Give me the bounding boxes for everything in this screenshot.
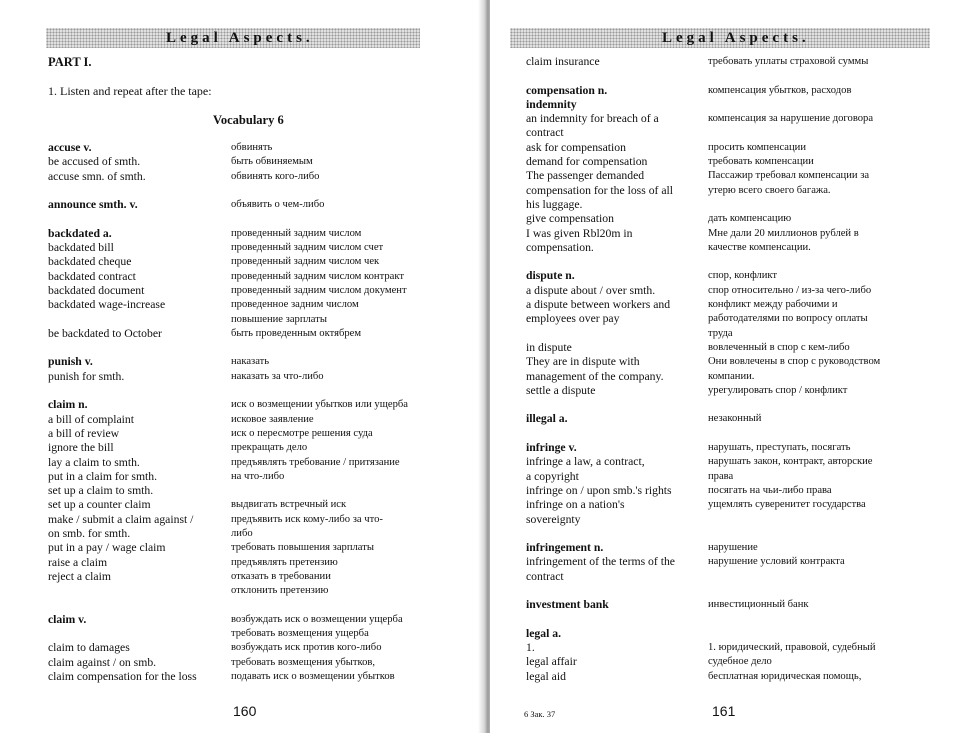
left-translation: исковое заявление bbox=[231, 413, 314, 425]
left-translation: объявить о чем-либо bbox=[231, 199, 325, 211]
left-translation: проведенный задним числом чек bbox=[231, 256, 380, 268]
right-term: employees over pay bbox=[526, 312, 620, 326]
right-term: a dispute about / over smth. bbox=[526, 283, 656, 297]
left-term: backdated wage-increase bbox=[48, 298, 166, 312]
right-term bbox=[526, 255, 675, 269]
right-translation: утерю всего своего багажа. bbox=[708, 184, 831, 196]
right-term: contract bbox=[526, 126, 564, 140]
right-term: infringe on a nation's bbox=[526, 498, 625, 512]
right-translation bbox=[708, 584, 880, 598]
left-translation bbox=[231, 484, 408, 498]
right-term: compensation. bbox=[526, 240, 594, 254]
left-translation: отклонить претензию bbox=[231, 585, 329, 597]
right-translation bbox=[708, 513, 880, 527]
left-translation bbox=[231, 341, 408, 355]
left-translation: выдвигать встречный иск bbox=[231, 499, 347, 511]
left-term: claim v. bbox=[48, 612, 87, 626]
right-translation bbox=[708, 527, 880, 541]
right-term: indemnity bbox=[526, 97, 577, 111]
left-page bbox=[0, 0, 480, 733]
left-translation: требовать возмещения ущерба bbox=[231, 628, 369, 640]
right-translation bbox=[708, 255, 880, 269]
left-term: reject a claim bbox=[48, 569, 111, 583]
right-term: contract bbox=[526, 569, 564, 583]
left-translation: требовать повышения зарплаты bbox=[231, 542, 374, 554]
right-term: legal aid bbox=[526, 669, 566, 683]
right-translation: 1. юридический, правовой, судебный bbox=[708, 642, 876, 654]
right-term bbox=[526, 69, 675, 83]
right-term: his luggage. bbox=[526, 197, 583, 211]
printer-footnote: 6 Зак. 37 bbox=[524, 709, 556, 719]
right-term: I was given Rbl20m in bbox=[526, 226, 633, 240]
right-term: investment bank bbox=[526, 598, 609, 612]
left-term: set up a claim to smth. bbox=[48, 484, 154, 498]
left-translation: проведенное задним числом bbox=[231, 299, 359, 311]
left-term bbox=[48, 313, 197, 327]
right-translation: вовлеченный в спор с кем-либо bbox=[708, 341, 850, 353]
instruction: 1. Listen and repeat after the tape: bbox=[48, 84, 212, 98]
right-translation: требовать компенсации bbox=[708, 156, 814, 168]
right-term: They are in dispute with bbox=[526, 355, 640, 369]
left-term bbox=[48, 599, 197, 613]
right-translation: посягать на чьи-либо права bbox=[708, 484, 832, 496]
right-term: illegal a. bbox=[526, 412, 568, 426]
right-english-column bbox=[526, 55, 675, 684]
right-term: settle a dispute bbox=[526, 383, 596, 397]
left-term: make / submit a claim against / bbox=[48, 512, 194, 526]
right-translation: урегулировать спор / конфликт bbox=[708, 384, 848, 396]
right-translation bbox=[708, 427, 880, 441]
right-term: claim insurance bbox=[526, 55, 600, 68]
left-translation: проведенный задним числом контракт bbox=[231, 270, 405, 282]
left-term: be accused of smth. bbox=[48, 155, 141, 169]
right-translation: Мне дали 20 миллионов рублей в bbox=[708, 227, 859, 239]
left-translation: предъявлять требование / притязание bbox=[231, 456, 400, 468]
right-term: an indemnity for breach of a bbox=[526, 112, 659, 126]
right-translation: ущемлять суверенитет государства bbox=[708, 499, 866, 511]
right-translation bbox=[708, 613, 880, 627]
part-heading: PART I. bbox=[48, 55, 92, 69]
left-term: lay a claim to smth. bbox=[48, 455, 140, 469]
left-term: claim against / on smb. bbox=[48, 655, 157, 669]
left-term: backdated a. bbox=[48, 226, 112, 240]
left-term: claim to damages bbox=[48, 641, 130, 655]
left-translation: проведенный задним числом документ bbox=[231, 284, 407, 296]
right-term bbox=[526, 584, 675, 598]
right-translation: спор, конфликт bbox=[708, 270, 778, 282]
left-term: a bill of complaint bbox=[48, 412, 135, 426]
left-term bbox=[48, 584, 197, 598]
left-term: set up a counter claim bbox=[48, 498, 151, 512]
right-translation bbox=[708, 126, 880, 140]
right-term: give compensation bbox=[526, 212, 614, 226]
left-term: on smb. for smth. bbox=[48, 527, 131, 541]
right-translation: Они вовлечены в спор с руководством bbox=[708, 356, 881, 368]
left-translation: иск о возмещении убытков или ущерба bbox=[231, 399, 408, 411]
right-translation: судебное дело bbox=[708, 656, 772, 668]
right-translation: дать компенсацию bbox=[708, 213, 792, 225]
right-translation: нарушение условий контракта bbox=[708, 556, 845, 568]
left-translation: наказать за что-либо bbox=[231, 370, 324, 382]
left-term: put in a pay / wage claim bbox=[48, 541, 166, 555]
left-term: a bill of review bbox=[48, 426, 120, 440]
left-translation: проведенный задним числом счет bbox=[231, 242, 384, 254]
right-translation: незаконный bbox=[708, 413, 762, 425]
right-term bbox=[526, 327, 675, 341]
right-term: a copyright bbox=[526, 469, 579, 483]
left-translation: на что-либо bbox=[231, 470, 285, 482]
right-term: infringe a law, a contract, bbox=[526, 455, 645, 469]
left-english-column bbox=[48, 141, 197, 684]
left-translation: быть проведенным октябрем bbox=[231, 327, 362, 339]
right-term: demand for compensation bbox=[526, 155, 648, 169]
left-term bbox=[48, 627, 197, 641]
left-russian-column bbox=[231, 141, 408, 684]
left-translation: подавать иск о возмещении убытков bbox=[231, 670, 395, 682]
right-translation: нарушать, преступать, посягать bbox=[708, 442, 851, 454]
right-translation: качестве компенсации. bbox=[708, 241, 811, 253]
right-term: The passenger demanded bbox=[526, 169, 645, 183]
left-translation: обвинять bbox=[231, 142, 273, 153]
left-translation: отказать в требовании bbox=[231, 570, 331, 582]
left-translation bbox=[231, 599, 408, 613]
left-page-header bbox=[46, 28, 420, 48]
right-header-title: Legal Aspects. bbox=[662, 30, 810, 46]
left-term: be backdated to October bbox=[48, 326, 162, 340]
right-term: compensation n. bbox=[526, 83, 608, 97]
right-translation: работодателями по вопросу оплаты bbox=[708, 313, 868, 325]
right-term: infringement of the terms of the bbox=[526, 555, 675, 569]
left-term bbox=[48, 384, 197, 398]
right-term: legal affair bbox=[526, 655, 577, 669]
right-translation: труда bbox=[708, 327, 733, 339]
left-term: raise a claim bbox=[48, 555, 108, 569]
right-translation: права bbox=[708, 470, 734, 482]
left-term: accuse smn. of smth. bbox=[48, 169, 146, 183]
left-translation: требовать возмещения убытков, bbox=[231, 656, 376, 668]
right-term: infringe v. bbox=[526, 441, 577, 455]
right-term: in dispute bbox=[526, 340, 572, 354]
left-translation bbox=[231, 212, 408, 226]
left-term: ignore the bill bbox=[48, 441, 114, 455]
left-term: punish v. bbox=[48, 355, 93, 369]
left-translation: возбуждать иск о возмещении ущерба bbox=[231, 613, 403, 625]
right-translation: просить компенсации bbox=[708, 141, 806, 153]
right-term: a dispute between workers and bbox=[526, 298, 671, 312]
left-translation: быть обвиняемым bbox=[231, 156, 313, 168]
right-page bbox=[490, 0, 980, 733]
left-term: backdated cheque bbox=[48, 255, 132, 269]
left-translation: возбуждать иск против кого-либо bbox=[231, 642, 382, 654]
right-translation: компенсация убытков, расходов bbox=[708, 84, 852, 96]
right-translation: Пассажир требовал компенсации за bbox=[708, 170, 870, 182]
right-term: infringe on / upon smb.'s rights bbox=[526, 483, 672, 497]
right-translation bbox=[708, 570, 880, 584]
right-term: 1. bbox=[526, 641, 535, 655]
left-term bbox=[48, 212, 197, 226]
right-term bbox=[526, 398, 675, 412]
right-translation: инвестиционный банк bbox=[708, 599, 809, 611]
right-term: compensation for the loss of all bbox=[526, 183, 674, 197]
right-term: infringement n. bbox=[526, 541, 604, 555]
left-translation: обвинять кого-либо bbox=[231, 170, 320, 182]
left-term: punish for smth. bbox=[48, 369, 125, 383]
right-term: legal a. bbox=[526, 626, 562, 640]
right-translation: нарушать закон, контракт, авторские bbox=[708, 456, 873, 468]
left-translation: повышение зарплаты bbox=[231, 313, 327, 325]
right-translation: нарушение bbox=[708, 542, 758, 554]
left-translation bbox=[231, 384, 408, 398]
vocabulary-title: Vocabulary 6 bbox=[213, 113, 284, 127]
right-page-number: 161 bbox=[712, 703, 736, 719]
left-translation: иск о пересмотре решения суда bbox=[231, 427, 373, 439]
right-translation: бесплатная юридическая помощь, bbox=[708, 670, 862, 682]
left-term: claim compensation for the loss bbox=[48, 669, 197, 683]
right-translation: компенсация за нарушение договора bbox=[708, 113, 874, 125]
left-translation: наказать bbox=[231, 356, 270, 368]
right-term: management of the company. bbox=[526, 369, 664, 383]
left-term: backdated bill bbox=[48, 241, 114, 255]
right-term bbox=[526, 527, 675, 541]
left-header-title: Legal Aspects. bbox=[166, 30, 314, 46]
right-translation bbox=[708, 398, 880, 412]
right-term bbox=[526, 427, 675, 441]
right-translation: спор относительно / из-за чего-либо bbox=[708, 284, 872, 296]
right-term: dispute n. bbox=[526, 269, 575, 283]
right-translation: требовать уплаты страховой суммы bbox=[708, 56, 869, 67]
left-translation: предъявлять претензию bbox=[231, 556, 338, 568]
right-translation bbox=[708, 198, 880, 212]
left-term: backdated contract bbox=[48, 269, 136, 283]
left-translation: предъявить иск кому-либо за что- bbox=[231, 513, 383, 525]
left-term: announce smth. v. bbox=[48, 198, 138, 212]
right-russian-column bbox=[708, 55, 880, 684]
left-term: claim n. bbox=[48, 398, 88, 412]
left-term: backdated document bbox=[48, 283, 145, 297]
right-translation bbox=[708, 69, 880, 83]
right-term: ask for compensation bbox=[526, 140, 626, 154]
right-translation bbox=[708, 627, 880, 641]
right-page-header bbox=[510, 28, 930, 48]
right-term: sovereignty bbox=[526, 512, 581, 526]
right-term bbox=[526, 613, 675, 627]
right-translation: компании. bbox=[708, 370, 755, 382]
left-term bbox=[48, 184, 197, 198]
left-translation: либо bbox=[231, 528, 253, 540]
left-translation: проведенный задним числом bbox=[231, 227, 362, 239]
left-term: accuse v. bbox=[48, 141, 92, 154]
left-page-number: 160 bbox=[233, 703, 257, 719]
left-translation bbox=[231, 184, 408, 198]
right-translation bbox=[708, 98, 880, 112]
left-term bbox=[48, 341, 197, 355]
left-translation: прекращать дело bbox=[231, 442, 308, 454]
right-translation: конфликт между рабочими и bbox=[708, 299, 838, 311]
left-term: put in a claim for smth. bbox=[48, 469, 158, 483]
